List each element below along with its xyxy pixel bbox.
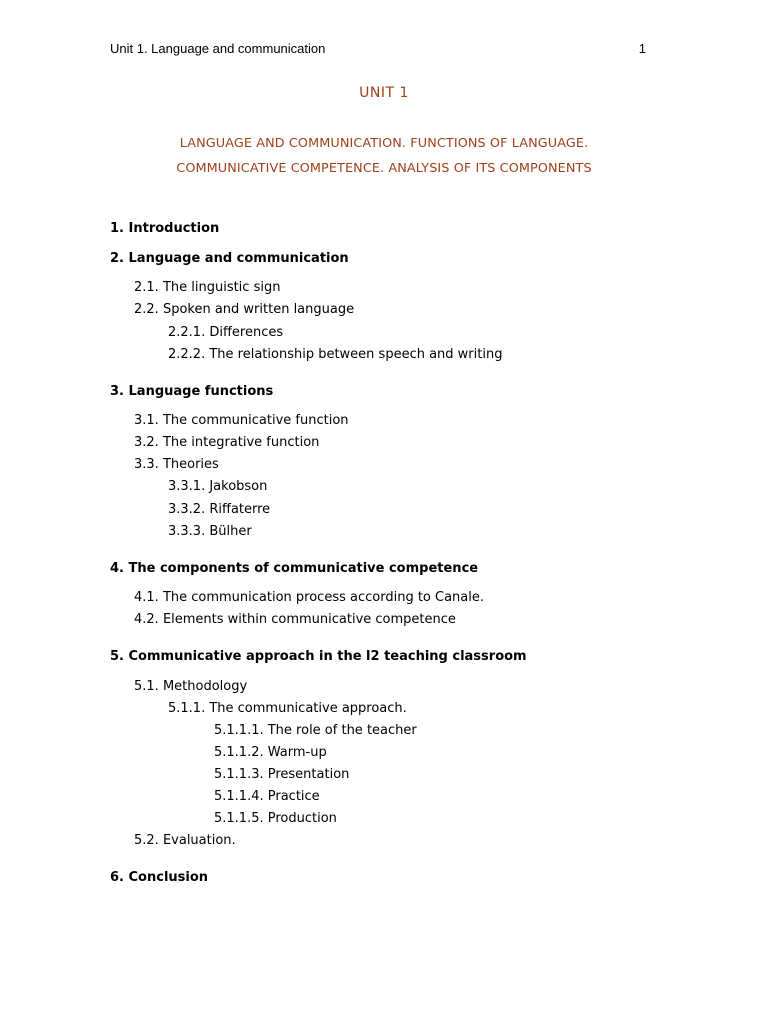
toc-subsection: 5.1. Methodology [134, 679, 248, 694]
toc-section: 6. Conclusion [110, 870, 209, 885]
running-title: Unit 1. Language and communication [110, 41, 326, 56]
toc-subsubsection: 5.1.1. The communicative approach. [168, 701, 407, 716]
page-header [110, 41, 646, 59]
toc-section: 1. Introduction [110, 221, 220, 236]
toc-subsubsubsection: 5.1.1.2. Warm-up [214, 745, 327, 760]
toc-section: 4. The components of communicative competence [110, 561, 479, 576]
toc-subsubsection: 3.3.1. Jakobson [168, 479, 268, 494]
toc-subsubsection: 3.3.2. Riffaterre [168, 502, 271, 517]
toc-subsection: 3.3. Theories [134, 457, 219, 472]
document-subtitle-line-1: LANGUAGE AND COMMUNICATION. FUNCTIONS OF LANGUAGE. [179, 136, 589, 151]
toc-subsubsubsection: 5.1.1.1. The role of the teacher [214, 723, 417, 738]
toc-subsubsection: 2.2.2. The relationship between speech and writing [168, 347, 503, 362]
document-subtitle-line-2: COMMUNICATIVE COMPETENCE. ANALYSIS OF ITS COMPONENTS [176, 161, 592, 176]
page-number: 1 [638, 41, 646, 56]
toc-subsection: 2.2. Spoken and written language [134, 302, 355, 317]
toc-subsection: 4.2. Elements within communicative competence [134, 612, 456, 627]
toc-section: 2. Language and communication [110, 251, 349, 266]
toc-subsubsection: 2.2.1. Differences [168, 325, 284, 340]
toc-section: 3. Language functions [110, 384, 274, 399]
toc-subsubsubsection: 5.1.1.4. Practice [214, 789, 320, 804]
toc-subsection: 5.2. Evaluation. [134, 833, 236, 848]
toc-subsection: 3.2. The integrative function [134, 435, 320, 450]
toc-subsection: 3.1. The communicative function [134, 413, 349, 428]
toc-subsubsection: 3.3.3. Bülher [168, 524, 252, 539]
toc-subsubsubsection: 5.1.1.5. Production [214, 811, 337, 826]
unit-title: UNIT 1 [359, 85, 409, 101]
toc-subsection: 2.1. The linguistic sign [134, 280, 281, 295]
toc-subsection: 4.1. The communication process according to Canale. [134, 590, 484, 605]
toc-subsubsubsection: 5.1.1.3. Presentation [214, 767, 350, 782]
toc-section: 5. Communicative approach in the l2 teaching classroom [110, 649, 527, 664]
